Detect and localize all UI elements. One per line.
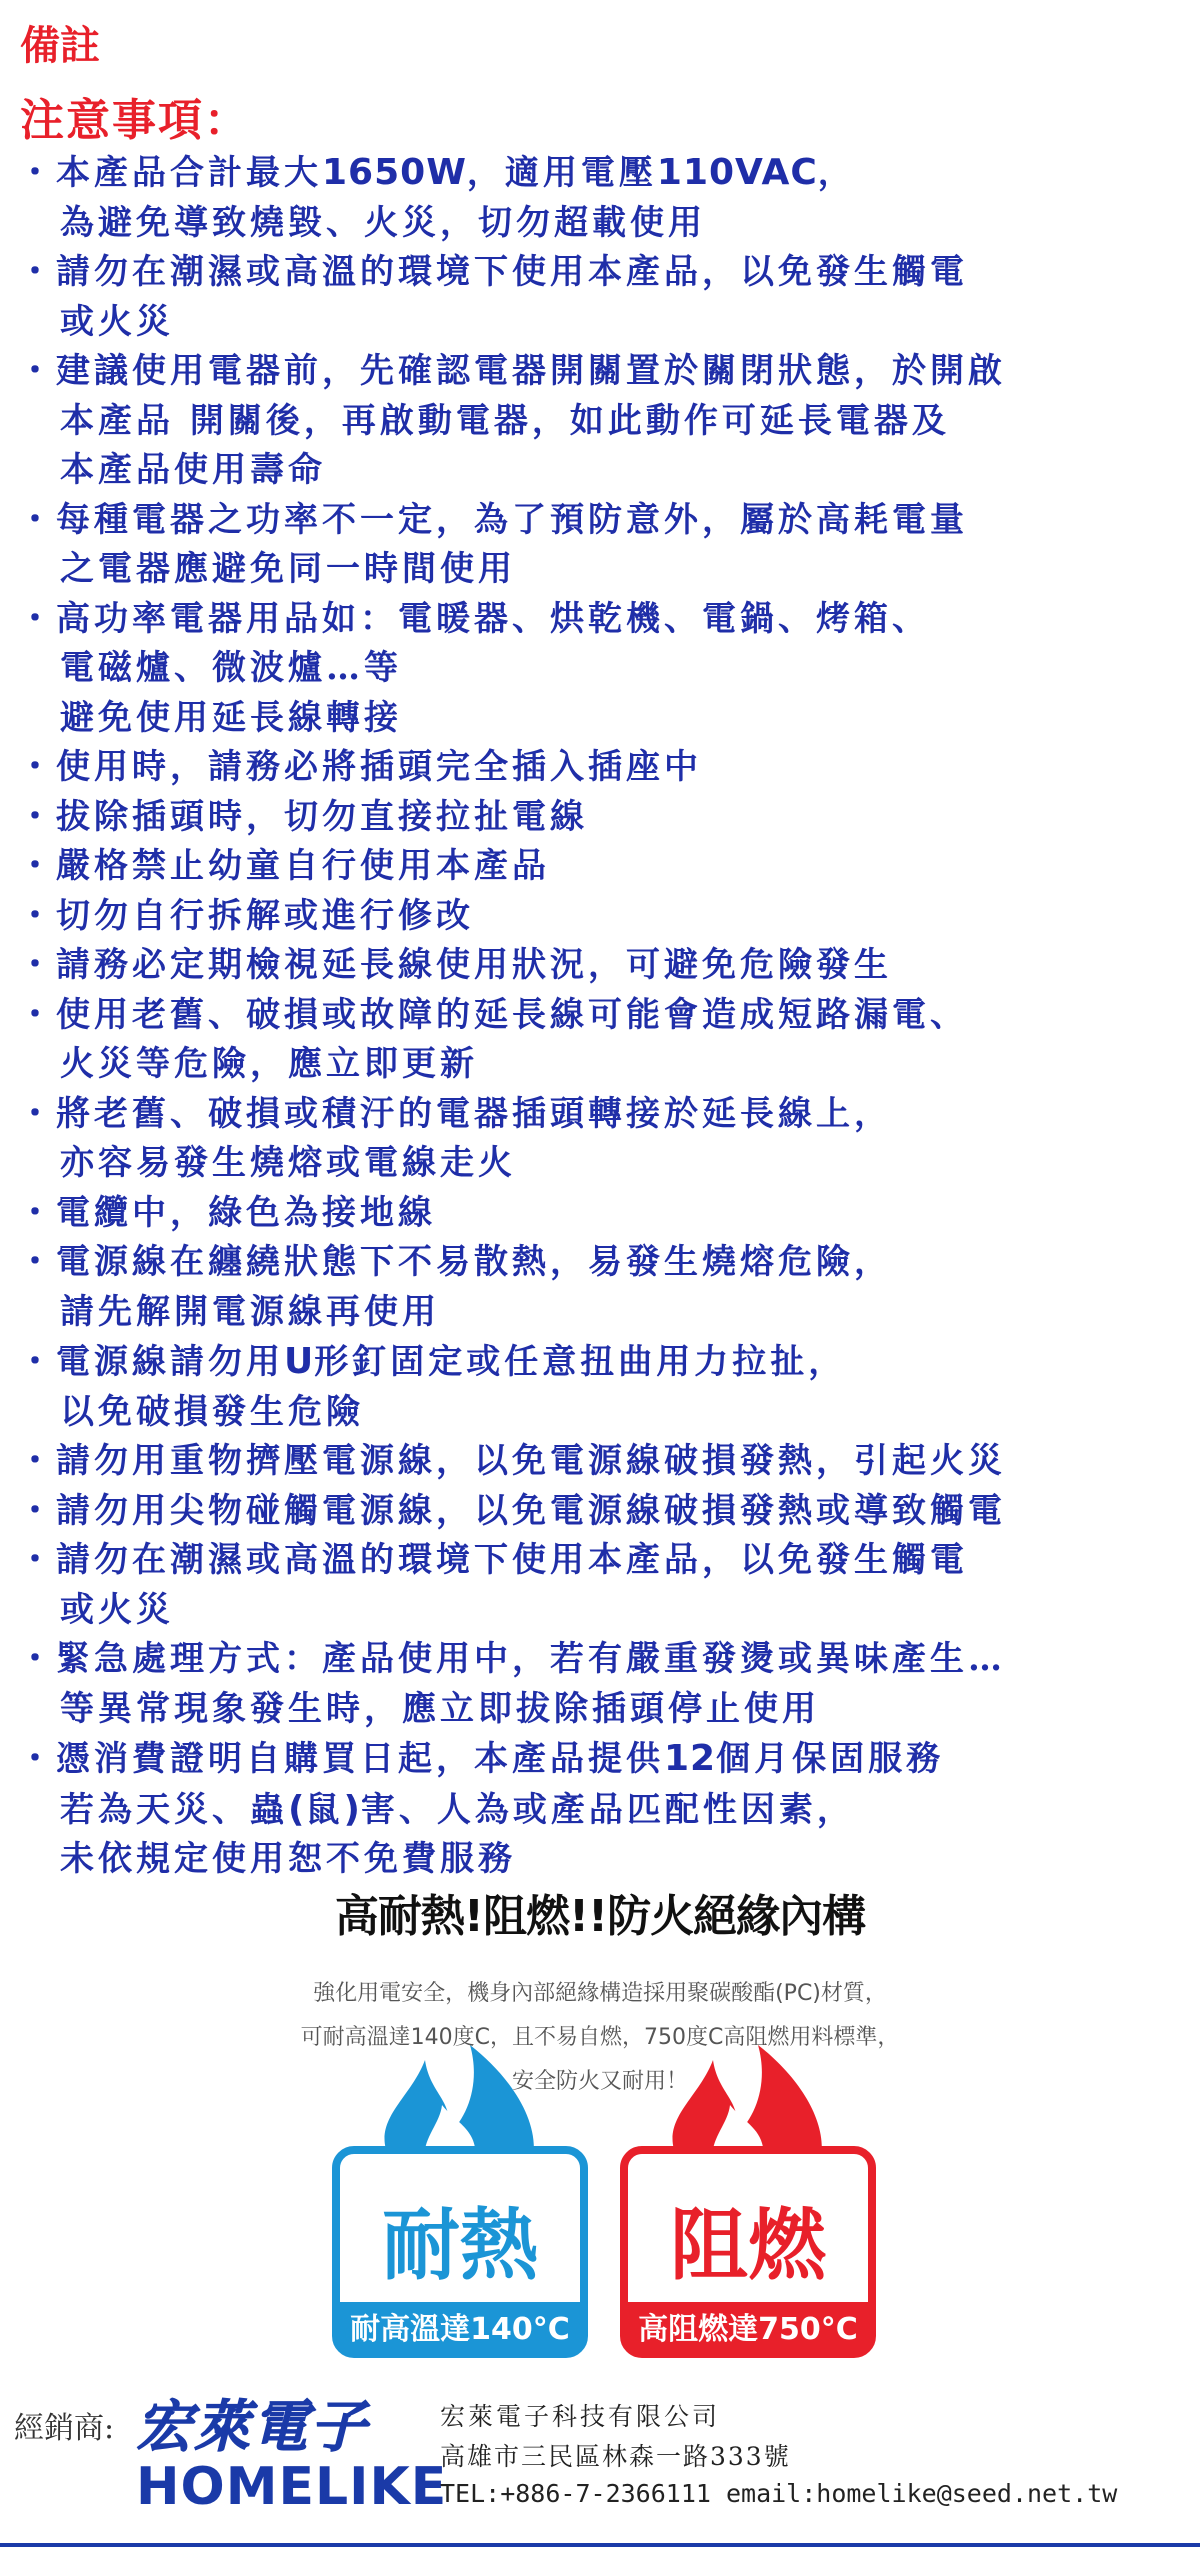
notice-highlight: 110VAC: [656, 152, 818, 193]
notice-text: ・緊急處理方式：產品使用中，若有嚴重發燙或異味產生…: [18, 1639, 1006, 1679]
notice-line: [18, 1090, 1188, 1140]
feature-desc-line: 安全防火又耐用！: [511, 2069, 688, 2094]
company-address: 高雄市三民區林森一路333號: [440, 2442, 791, 2471]
notice-text: 之電器應避免同一時間使用: [60, 549, 516, 589]
notice-line: [18, 545, 1188, 595]
notice-text: 避免使用延長線轉接: [60, 697, 402, 738]
notice-item: [18, 1536, 1188, 1635]
notice-line: [18, 298, 1188, 348]
notice-text: 未依規定使用恕不免費服務: [60, 1839, 516, 1879]
notice-text: ・使用老舊、破損或故障的延長線可能會造成短路漏電、: [18, 994, 968, 1035]
notice-line: [18, 1139, 1188, 1189]
notice-line: [18, 1734, 1188, 1785]
flame-icon: [330, 2040, 590, 2360]
notice-text: 或火災: [60, 301, 174, 342]
notice-text: ，適用電壓: [466, 153, 657, 193]
notice-line: [18, 1238, 1188, 1288]
notice-item: [18, 595, 1188, 744]
company-name: 宏萊電子科技有限公司: [440, 2402, 721, 2431]
notice-line: [18, 1189, 1188, 1239]
notice-text: 鼠: [305, 1789, 344, 1830]
notice-line: [18, 991, 1188, 1041]
notice-line: [18, 1437, 1188, 1487]
notice-item: [18, 991, 1188, 1090]
notice-line: [18, 199, 1188, 249]
notice-item: [18, 842, 1188, 892]
fire-icon: [618, 2040, 878, 2360]
notice-text: 或火災: [60, 1589, 174, 1630]
feature-desc-line: 強化用電安全，機身內部絕緣構造採用聚碳酸酯(PC)材質，: [313, 1981, 887, 2006]
notes-list: [18, 148, 1188, 1885]
feature-title: 高耐熱!阻燃!!防火絕緣內構: [334, 1891, 866, 1942]
notice-text: 若為天災、蟲: [60, 1789, 288, 1830]
notice-item: [18, 1090, 1188, 1189]
notice-text: 個月保固服務: [716, 1739, 945, 1779]
notice-item: [18, 1337, 1188, 1437]
notice-text: 火災等危險，應立即更新: [60, 1044, 478, 1084]
notice-text: ・憑消費證明自購買日起，本產品提供: [18, 1739, 664, 1779]
brand-logo-chinese: 宏萊電子: [136, 2395, 368, 2460]
notice-line: [18, 1635, 1188, 1685]
notice-item: [18, 1189, 1188, 1239]
notice-text: ・切勿自行拆解或進行修改: [18, 895, 474, 936]
notice-highlight: ): [343, 1788, 361, 1830]
notice-line: [18, 496, 1188, 546]
notice-line: [18, 446, 1188, 496]
notice-line: [18, 1337, 1188, 1388]
heat-resistant-badge: [330, 2040, 590, 2360]
notice-line: [18, 347, 1188, 397]
notice-highlight: U: [284, 1341, 315, 1382]
notice-text: ・請務必定期檢視延長線使用狀況，可避免危險發生: [18, 945, 892, 985]
notice-item: [18, 892, 1188, 942]
notice-text: 以免破損發生危險: [60, 1391, 364, 1432]
notice-heading: 注意事項：: [20, 95, 250, 146]
badge-flame-caption: 高阻燃達750°C: [638, 2312, 858, 2347]
flame-retardant-badge: [618, 2040, 878, 2360]
notice-line: [18, 694, 1188, 744]
notice-text: 請先解開電源線再使用: [60, 1291, 440, 1332]
notice-text: ・電源線請勿用: [18, 1342, 284, 1382]
notice-text: ・建議使用電器前，先確認電器開關置於關閉狀態，於開啟: [18, 351, 1006, 391]
notice-line: [18, 595, 1188, 645]
notice-text: ・請勿用尖物碰觸電源線，以免電源線破損發熱或導致觸電: [18, 1490, 1006, 1531]
notice-line: [18, 1040, 1188, 1090]
notice-line: [18, 793, 1188, 843]
notice-item: [18, 1487, 1188, 1537]
feature-desc-line: 可耐高溫達140度C，且不易自燃，750度C高阻燃用料標準，: [300, 2025, 900, 2050]
notice-highlight: 12: [664, 1738, 717, 1779]
notice-line: [18, 1685, 1188, 1735]
badge-heat-big: 耐熱: [381, 2201, 539, 2291]
notice-text: ・將老舊、破損或積汙的電器插頭轉接於延長線上，: [18, 1093, 892, 1134]
notice-item: [18, 793, 1188, 843]
notice-item: [18, 1238, 1188, 1337]
notice-text: ・拔除插頭時，切勿直接拉扯電線: [18, 796, 588, 837]
feature-description: [0, 1972, 1200, 2104]
notice-text: ，: [817, 153, 856, 193]
notice-text: ・使用時，請務必將插頭完全插入插座中: [18, 747, 702, 787]
notice-line: [18, 1388, 1188, 1438]
feature-section: [0, 1880, 1200, 2104]
notice-text: ・請勿在潮濕或高溫的環境下使用本產品，以免發生觸電: [18, 252, 968, 292]
notice-text: ・電纜中，綠色為接地線: [18, 1192, 436, 1233]
notice-text: ・請勿在潮濕或高溫的環境下使用本產品，以免發生觸電: [18, 1540, 968, 1580]
brand-logo-english: HOMELIKE: [136, 2457, 448, 2517]
notice-line: [18, 148, 1188, 199]
notice-line: [18, 892, 1188, 942]
notice-line: [18, 1288, 1188, 1338]
notice-item: [18, 248, 1188, 347]
notice-text: 本產品 開關後，再啟動電器，如此動作可延長電器及: [60, 400, 950, 441]
header-title: 備註: [20, 22, 100, 69]
notice-text: 本產品使用壽命: [60, 450, 326, 490]
notice-text: 等異常現象發生時，應立即拔除插頭停止使用: [60, 1688, 820, 1729]
notice-text: ・每種電器之功率不一定，為了預防意外，屬於高耗電量: [18, 499, 968, 540]
notice-item: [18, 1734, 1188, 1885]
notice-line: [18, 1536, 1188, 1586]
notice-line: [18, 1586, 1188, 1636]
notice-item: [18, 941, 1188, 991]
badge-heat-caption: 耐高溫達140°C: [350, 2312, 570, 2347]
notice-item: [18, 1437, 1188, 1487]
notice-text: ・本產品合計最大: [18, 153, 322, 193]
notice-text: 形釘固定或任意扭曲用力拉扯，: [314, 1342, 847, 1382]
notice-item: [18, 496, 1188, 595]
distributor-label: 經銷商:: [14, 2411, 115, 2446]
company-contact: TEL:+886-7-2366111 email:homelike@seed.net.tw: [440, 2479, 1118, 2508]
notice-item: [18, 743, 1188, 793]
notice-text: ・高功率電器用品如：電暖器、烘乾機、電鍋、烤箱、: [18, 598, 930, 639]
notice-line: [18, 1487, 1188, 1537]
notice-highlight: (: [288, 1788, 306, 1830]
notice-text: 亦容易發生燒熔或電線走火: [60, 1143, 516, 1183]
notice-highlight: 1650W: [322, 152, 467, 193]
notice-line: [18, 743, 1188, 793]
notice-text: ・請勿用重物擠壓電源線，以免電源線破損發熱，引起火災: [18, 1441, 1006, 1481]
notice-line: [18, 644, 1188, 694]
notice-item: [18, 347, 1188, 496]
footer: [0, 2375, 1200, 2550]
footer-divider: [0, 2543, 1200, 2547]
notice-line: [18, 248, 1188, 298]
notice-line: [18, 397, 1188, 447]
notice-text: 為避免導致燒毀、火災，切勿超載使用: [60, 202, 706, 243]
notice-line: [18, 1835, 1188, 1885]
notice-item: [18, 148, 1188, 248]
notice-line: [18, 941, 1188, 991]
notice-text: ・嚴格禁止幼童自行使用本產品: [18, 846, 550, 886]
notice-line: [18, 842, 1188, 892]
notice-line: [18, 1785, 1188, 1836]
notice-item: [18, 1635, 1188, 1734]
notice-text: 害、人為或產品匹配性因素，: [360, 1789, 855, 1830]
notice-text: ・電源線在纏繞狀態下不易散熱，易發生燒熔危險，: [18, 1242, 892, 1282]
notice-text: 電磁爐、微波爐…等: [60, 648, 402, 688]
badge-flame-big: 阻燃: [669, 2201, 827, 2291]
